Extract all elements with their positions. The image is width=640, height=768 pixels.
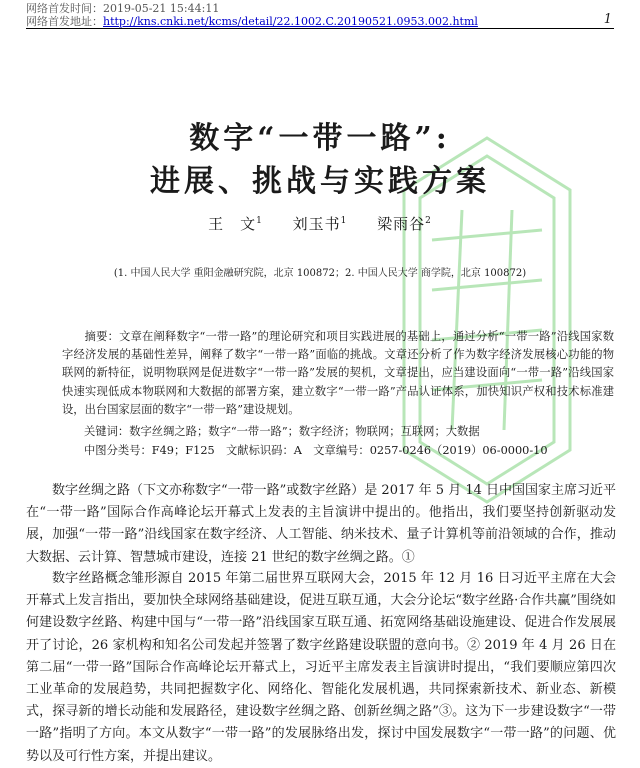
publish-time: 网络首发时间：2019-05-21 15:44:11 [26,2,220,15]
header-divider [26,28,614,29]
body-paragraph: 数字丝路概念雏形源自 2015 年第二届世界互联网大会，2015 年 12 月 16 日习近平主席在大会开幕式上发言指出，要加快全球网络基础建设，促进互联互通，大会分论坛“数字丝路·合作共赢”围绕如何建设数字丝路、构建中国与“一带一路”沿线国家互联互通、拓宽网络基础设施建设、促进合作发展展开了讨论，26 家机构和知名公司发起并签署了数字丝路建设联盟的意向书。② 2019 年 4 月 26 日在第二届“一带一路”国际合作高峰论坛开幕式上，习近平主席发表主旨演讲时提出，“我们要顺应第四次工业革命的发展趋势，共同把握数字化、网络化、智能化发展机遇，共同探索新技术、新业态、新模式，探寻新的增长动能和发展路径，建设数字丝绸之路、创新丝绸之路”③。这为下一步建设数字“一带一路”指明了方向。本文从数字“一带一路”的发展脉络出发，探讨中国发展数字“一带一路”的问题、优势以及可行性方案，并提出建议。 [26,571,616,764]
author: 梁雨谷$^2$ [377,215,432,233]
affiliation: (1. 中国人民大学 重阳金融研究院，北京 100872；2. 中国人民大学 商学院，北京 100872) [113,268,527,279]
authors [0,213,640,234]
title-line-1: 数字“一带一路”: [189,121,451,156]
classification-info: 中图分类号：F49；F125 文献标识码：A 文章编号：0257-0246（2019）06-0000-10 [84,444,548,457]
author: 王 文$^1$ [208,215,263,233]
keywords: 关键词：数字丝绸之路；数字“一带一路”；数字经济；物联网；互联网；大数据 [84,425,480,438]
network-publish-header [26,2,478,28]
author: 刘玉书$^1$ [292,215,348,233]
page-number: 1 [603,12,612,27]
abstract: 摘要：文章在阐释数字“一带一路”的理论研究和项目实践进展的基础上，通过分析“一带一路”沿线国家数字经济发展的基础性差异，阐释了数字“一带一路”面临的挑战。文章还分析了作为数字经济发展核心功能的物联网的新特征，说明物联网是促进数字“一带一路”发展的契机，文章提出，应当建设面向“一带一路”沿线国家快速实现低成本物联网和大数据的部署方案，建立数字“一带一路”产品认证体系，加快知识产权和技术标准建设，出台国家层面的数字“一带一路”建设规划。 [62,330,614,416]
publish-url-link[interactable]: http://kns.cnki.net/kcms/detail/22.1002.C.20190521.0953.002.html [103,15,478,28]
publish-url-label: 网络首发地址： [26,15,103,28]
body-paragraph: 数字丝绸之路（下文亦称数字“一带一路”或数字丝路）是 2017 年 5 月 14 日中国国家主席习近平在“一带一路”国际合作高峰论坛开幕式上发表的主旨演讲中提出的。他指出，我们要坚持创新驱动发展，加强“一带一路”沿线国家在数字经济、人工智能、纳米技术、量子计算机等前沿领域的合作，推动大数据、云计算、智慧城市建设，连接 21 世纪的数字丝绸之路。① [26,483,616,565]
title-line-2: 进展、挑战与实践方案 [150,164,490,199]
